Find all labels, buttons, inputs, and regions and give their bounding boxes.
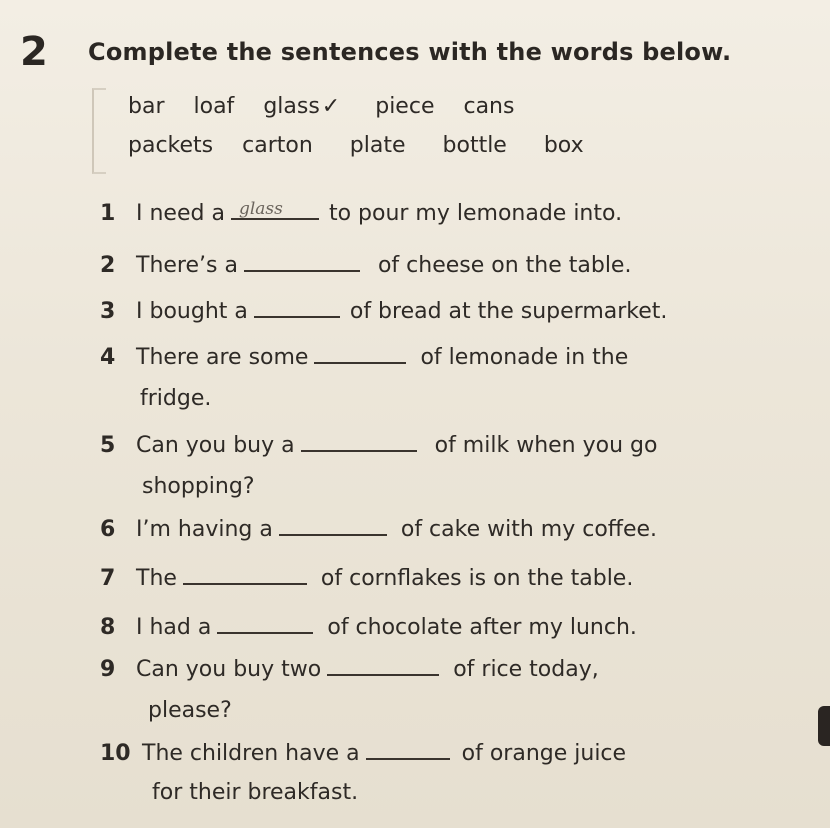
word-glass: glass✓ [263,94,341,119]
sentence-text-after: of lemonade in the [420,345,629,370]
word-bar: bar [128,94,165,119]
check-mark-icon: ✓ [321,94,341,119]
sentence-4 [100,344,628,369]
sentence-text-after: of cake with my coffee. [400,517,658,542]
word-packets: packets [128,133,214,158]
sentence-number: 2 [100,253,116,278]
sentence-text-before: There are some [136,345,309,370]
sentence-1 [100,200,622,225]
word-bank-bracket [92,88,106,174]
answer-blank[interactable] [366,740,450,760]
sentence-5 [100,432,657,457]
sentence-8 [100,614,637,639]
sentence-text-after: of rice today, [453,657,599,682]
sentence-9 [100,656,599,681]
sentence-number: 7 [100,566,116,591]
sentence-4-continuation: fridge. [140,386,212,411]
sentence-10-continuation: for their breakfast. [152,780,359,805]
answer-blank[interactable] [254,298,340,318]
answer-blank[interactable] [231,200,319,220]
sentence-text-after: of chocolate after my lunch. [327,615,637,640]
word-bank-row-1 [128,94,536,119]
sentence-text-before: The [136,566,177,591]
answer-blank[interactable] [279,516,387,536]
sentence-number: 5 [100,433,116,458]
handwritten-answer: glass [238,199,283,219]
sentence-text-after: of bread at the supermarket. [349,299,668,324]
sentence-number: 4 [100,345,116,370]
word-piece: piece [375,94,435,119]
sentence-text-after: of orange juice [461,741,627,766]
sentence-number: 9 [100,657,116,682]
sentence-text-before: Can you buy a [136,433,295,458]
answer-blank[interactable] [217,614,313,634]
word-plate: plate [349,133,406,158]
sentence-text-after: of milk when you go [434,433,658,458]
sentence-number: 6 [100,517,116,542]
sentence-number: 8 [100,615,116,640]
word-cans: cans [463,94,515,119]
sentence-number: 1 [100,201,116,226]
page-edge-shadow [818,706,830,746]
exercise-number: 2 [20,29,48,75]
sentence-text-before: There’s a [136,253,238,278]
word-bottle: bottle [442,133,507,158]
sentence-text-after: of cheese on the table. [377,253,632,278]
sentence-5-continuation: shopping? [142,474,255,499]
answer-blank[interactable] [183,565,307,585]
sentence-text-after: of cornflakes is on the table. [320,566,634,591]
sentence-text-before: The children have a [142,741,360,766]
sentence-number: 10 [100,741,131,766]
sentence-9-continuation: please? [148,698,232,723]
answer-blank[interactable] [314,344,406,364]
word-box: box [543,133,584,158]
sentence-10 [100,740,626,765]
answer-blank[interactable] [327,656,439,676]
sentence-text-before: I bought a [136,299,248,324]
sentence-text-before: I’m having a [136,517,273,542]
exercise-instruction: Complete the sentences with the words below. [88,38,732,66]
answer-blank[interactable] [301,432,417,452]
sentence-text-before: I had a [136,615,212,640]
sentence-text-after: to pour my lemonade into. [328,201,623,226]
sentence-text-before: Can you buy two [136,657,322,682]
sentence-number: 3 [100,299,116,324]
word-bank-row-2 [128,133,606,158]
answer-blank[interactable] [244,252,360,272]
sentence-text-before: I need a [136,201,225,226]
sentence-2 [100,252,631,277]
sentence-7 [100,565,633,590]
word-carton: carton [242,133,313,158]
word-loaf: loaf [193,94,235,119]
sentence-6 [100,516,657,541]
sentence-3 [100,298,667,323]
